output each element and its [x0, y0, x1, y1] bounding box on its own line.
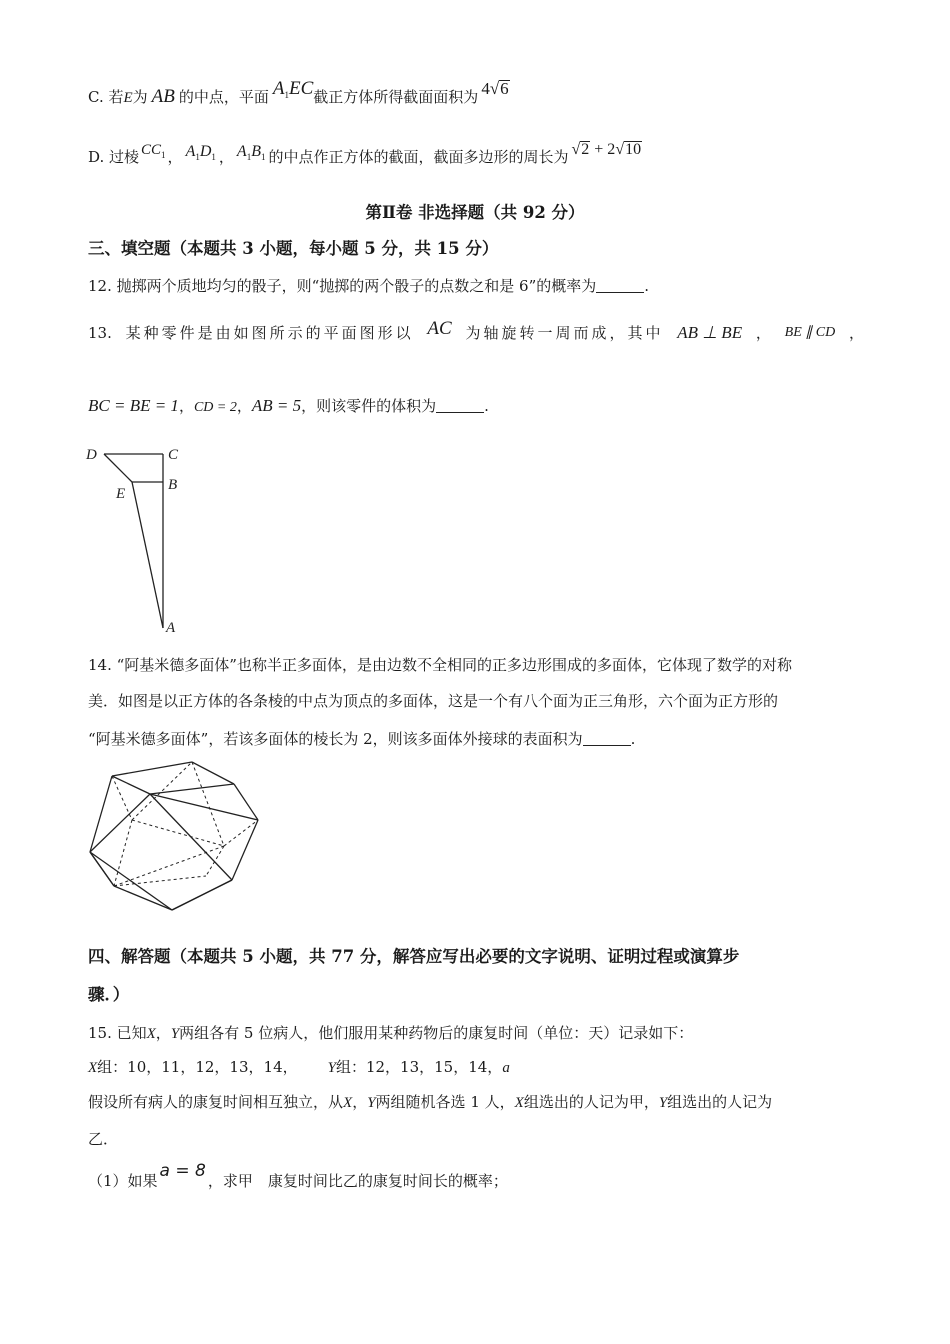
plane-ec: EC — [289, 78, 314, 99]
edge-a-sub: 1 — [195, 152, 200, 162]
parallel-relation: BE ∥ CD — [784, 325, 836, 340]
question-15-line-1 — [88, 1022, 693, 1045]
question-13-text-3: ，则该零件的体积为 — [301, 397, 437, 415]
sub1-text-a: （1）如果 — [88, 1172, 158, 1190]
question-12-text: 12. 抛掷两个质地均匀的骰子，则“抛掷的两个骰子的点数之和是 6”的概率为 — [88, 277, 597, 295]
separator-2: ， — [218, 148, 234, 166]
separator: ， — [755, 324, 771, 342]
plane-a: A — [272, 78, 285, 99]
question-14-text: “阿基米德多面体”，若该多面体的棱长为 2，则该多面体外接球的表面积为 — [88, 730, 583, 748]
perp-relation: AB ⊥ BE — [677, 323, 743, 342]
label-a: A — [166, 620, 176, 636]
edge-cc-sub: 1 — [161, 150, 166, 160]
question-15-data — [88, 1056, 510, 1079]
question-13-end: . — [484, 397, 489, 415]
question-12-end: . — [644, 277, 650, 295]
plane-sub: 1 — [284, 90, 290, 100]
answer-blank — [596, 278, 644, 293]
question-13-number: 13. — [88, 324, 112, 342]
sub1-equation: a = 8 — [159, 1161, 206, 1181]
edge-b-sub: 1 — [260, 152, 266, 162]
q15-text-c: 假设所有病人的康复时间相互独立，从 — [88, 1093, 344, 1111]
edge-d-sub: 1 — [211, 152, 216, 162]
var-y-3: Y — [658, 1095, 668, 1111]
separator-1: ， — [167, 148, 183, 166]
var-a: a — [502, 1060, 510, 1076]
edge-a1b1 — [237, 143, 266, 160]
option-d-answer: √2 + 2√10 — [571, 141, 642, 158]
option-c-answer: 4√6 — [481, 79, 509, 98]
q15-text-f: 组选出的人记为 — [667, 1093, 773, 1111]
option-d — [88, 141, 642, 174]
edge-a2: A — [236, 143, 247, 160]
option-c-text-3: 截正方体所得截面面积为 — [313, 88, 479, 106]
edge-a1d1 — [186, 143, 216, 160]
edge-a2-sub: 1 — [246, 152, 252, 162]
label-e: E — [116, 486, 126, 502]
question-12 — [88, 275, 649, 297]
option-c-text-1: 为 — [132, 88, 148, 106]
group-x-values: 组：10，11，12，13，14， — [97, 1058, 298, 1076]
edge-cc: CC — [141, 142, 162, 158]
given-cd: CD = 2 — [193, 400, 237, 415]
edge-a: A — [185, 143, 196, 160]
q15-comma: ， — [155, 1024, 171, 1042]
plane-a1ec — [273, 78, 313, 99]
question-13-text-2: 为轴旋转一周而成，其中 — [465, 324, 664, 342]
given-bc-be: BC = BE = 1 — [88, 396, 179, 415]
q15-text-b: 两组各有 5 位病人，他们服用某种药物后的康复时间（单位：天）记录如下： — [179, 1024, 694, 1042]
question-14-line-1: 14. “阿基米德多面体”也称半正多面体，是由边数不全相同的正多边形围成的多面体，它体现了数学的对称 — [88, 656, 792, 674]
answer-radicand-2: 10 — [625, 141, 642, 158]
sep-b: ， — [236, 397, 252, 415]
answer-radicand: 6 — [500, 79, 509, 98]
label-b: B — [168, 477, 178, 493]
section-2-title: 第Ⅱ卷 非选择题（共 92 分） — [365, 203, 585, 222]
point-e: E — [123, 90, 133, 106]
var-x-3: X — [514, 1095, 524, 1111]
part-4-title-line-2: 骤．） — [88, 985, 130, 1004]
option-d-text: 的中点作正方体的截面，截面多边形的周长为 — [268, 148, 569, 166]
group-y-label: Y — [327, 1060, 336, 1076]
question-15-sub-1 — [88, 1161, 508, 1192]
q15-text-e: 组选出的人记为甲， — [523, 1093, 659, 1111]
question-13-line-2 — [88, 395, 489, 419]
label-c: C — [168, 447, 179, 463]
edge-d: D — [199, 143, 212, 160]
option-d-prefix: D. 过棱 — [88, 148, 140, 166]
segment-ab: AB — [151, 86, 175, 107]
q15-comma-2: ， — [352, 1093, 368, 1111]
axis-ac: AC — [427, 318, 452, 339]
q14-cuboctahedron-figure — [84, 758, 269, 920]
edge-cc1 — [141, 142, 166, 158]
option-c-prefix: C. 若 — [88, 88, 124, 106]
answer-coef: 4 — [481, 79, 490, 98]
var-x: X — [146, 1026, 156, 1042]
option-c — [88, 78, 510, 114]
q15-text-d: 两组随机各选 1 人， — [375, 1093, 515, 1111]
question-14-end: . — [630, 730, 636, 748]
question-15-line-4: 乙． — [88, 1130, 119, 1148]
given-ab: AB = 5 — [251, 396, 302, 415]
part-3-title: 三、填空题（本题共 3 小题，每小题 5 分，共 15 分） — [88, 239, 499, 258]
sep-a: ， — [178, 397, 194, 415]
group-x-label: X — [88, 1060, 98, 1076]
question-14-line-2: 美．如图是以正方体的各条棱的中点为顶点的多面体，这是一个有八个面为正三角形，六个面为正方形的 — [88, 692, 779, 710]
question-15-line-3 — [88, 1091, 772, 1114]
separator-end: ， — [848, 324, 864, 342]
label-d: D — [86, 447, 97, 463]
q15-text-a: 15. 已知 — [88, 1024, 147, 1042]
part-4-title-line-1: 四、解答题（本题共 5 小题，共 77 分，解答应写出必要的文字说明、证明过程或演算步 — [88, 947, 740, 966]
var-y: Y — [170, 1026, 180, 1042]
answer-radicand-1: 2 — [581, 141, 590, 158]
edge-b: B — [251, 143, 261, 160]
question-13-text-1: 某种零件是由如图所示的平面图形以 — [125, 324, 414, 342]
sub1-text-b: ，求甲 康复时间比乙的康复时间长的概率； — [207, 1172, 508, 1190]
answer-blank — [436, 398, 484, 413]
segment-de — [104, 454, 132, 482]
segment-ea — [132, 482, 163, 628]
answer-plus: + 2 — [590, 141, 616, 158]
var-x-2: X — [343, 1095, 353, 1111]
question-13-line-1 — [88, 318, 864, 344]
group-y-values: 组：12，13，15，14， — [335, 1058, 503, 1076]
q13-figure — [80, 440, 200, 640]
option-c-text-2: 的中点，平面 — [178, 88, 269, 106]
question-14-line-3 — [88, 728, 635, 750]
var-y-2: Y — [367, 1095, 376, 1111]
answer-blank — [583, 731, 631, 746]
